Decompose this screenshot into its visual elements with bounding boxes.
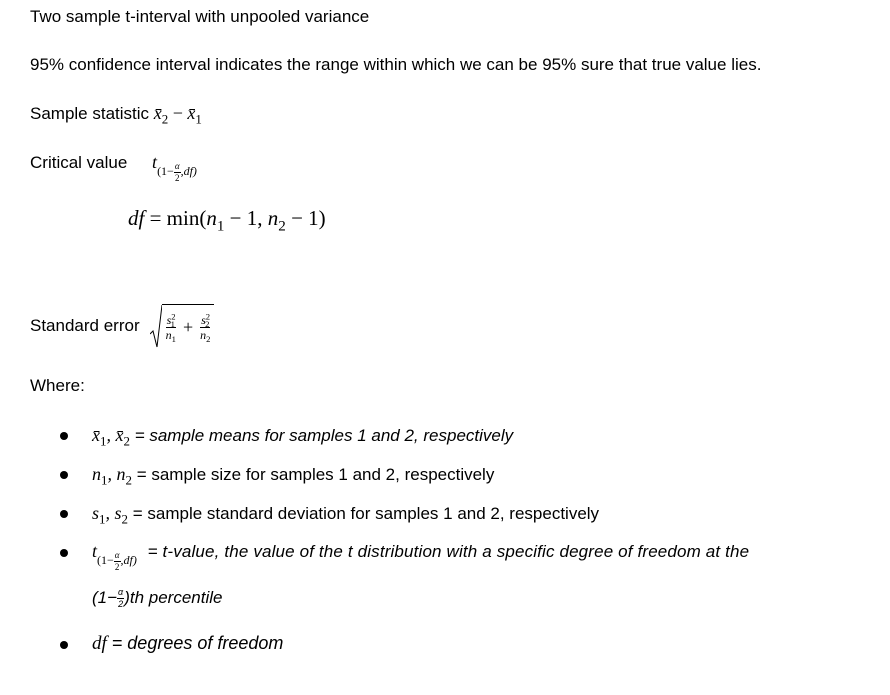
bullet-text: = t-value, the value of the t distribution with a specific degree of freedom at the — [147, 542, 750, 561]
bullet-dot — [60, 510, 68, 518]
bullet-symbol: $s_1$, $s_2$ — [92, 503, 128, 527]
list-item — [92, 503, 600, 527]
bullet-text: = sample standard deviation for samples 1 and 2, respectively — [128, 504, 600, 523]
percentile-text: th percentile — [129, 588, 223, 607]
standard-error-line — [30, 304, 214, 348]
bullet-symbol: $x̄̄_1$, $x̄̄_2$ — [92, 425, 130, 449]
percentile-prefix: (1− $\frac{\alpha}{2}$ ) — [92, 587, 130, 610]
bullet-symbol: $t_{(1- \frac{\alpha}{2} ,df)}$ — [92, 541, 137, 572]
list-item — [92, 633, 283, 655]
critical-value-line — [30, 152, 197, 183]
bullet-dot — [60, 549, 68, 557]
bullet-text: = sample size for samples 1 and 2, respectively — [131, 465, 495, 484]
bullet-dot — [60, 432, 68, 440]
bullet-symbol: df — [92, 633, 107, 654]
sample-statistic-label: Sample statistic — [30, 104, 150, 123]
page-title: Two sample t-interval with unpooled variance — [30, 7, 370, 26]
bullet-text: = sample means for samples 1 and 2, respectively — [129, 426, 514, 445]
list-item-continuation — [92, 588, 222, 609]
critical-value-formula: $t_{(1- \frac{\alpha}{2} ,df)}$ — [152, 152, 197, 183]
confidence-text: 95% confidence interval indicates the range within which we can be 95% sure that true value lies. — [30, 55, 762, 74]
df-formula: df = $\min(n_1 - 1$, $n_2 - 1$) — [128, 206, 326, 235]
bullet-dot — [60, 471, 68, 479]
list-item — [92, 425, 514, 449]
bullet-symbol: $n_1$, $n_2$ — [92, 464, 132, 488]
critical-value-label: Critical value — [30, 153, 128, 172]
bullet-text: = degrees of freedom — [106, 633, 284, 653]
where-label: Where: — [30, 376, 85, 395]
sample-statistic-formula: $x̄̄_2$ − $x̄̄_1$ — [153, 103, 202, 127]
sample-statistic-line — [30, 103, 202, 127]
list-item — [92, 464, 495, 488]
standard-error-label: Standard error — [30, 316, 140, 335]
bullet-dot — [60, 641, 68, 649]
list-item — [92, 541, 749, 572]
standard-error-formula: $\frac{s^2_1}{n_1}$ + $\frac{s^2_2}{n_2}$ — [150, 304, 215, 348]
